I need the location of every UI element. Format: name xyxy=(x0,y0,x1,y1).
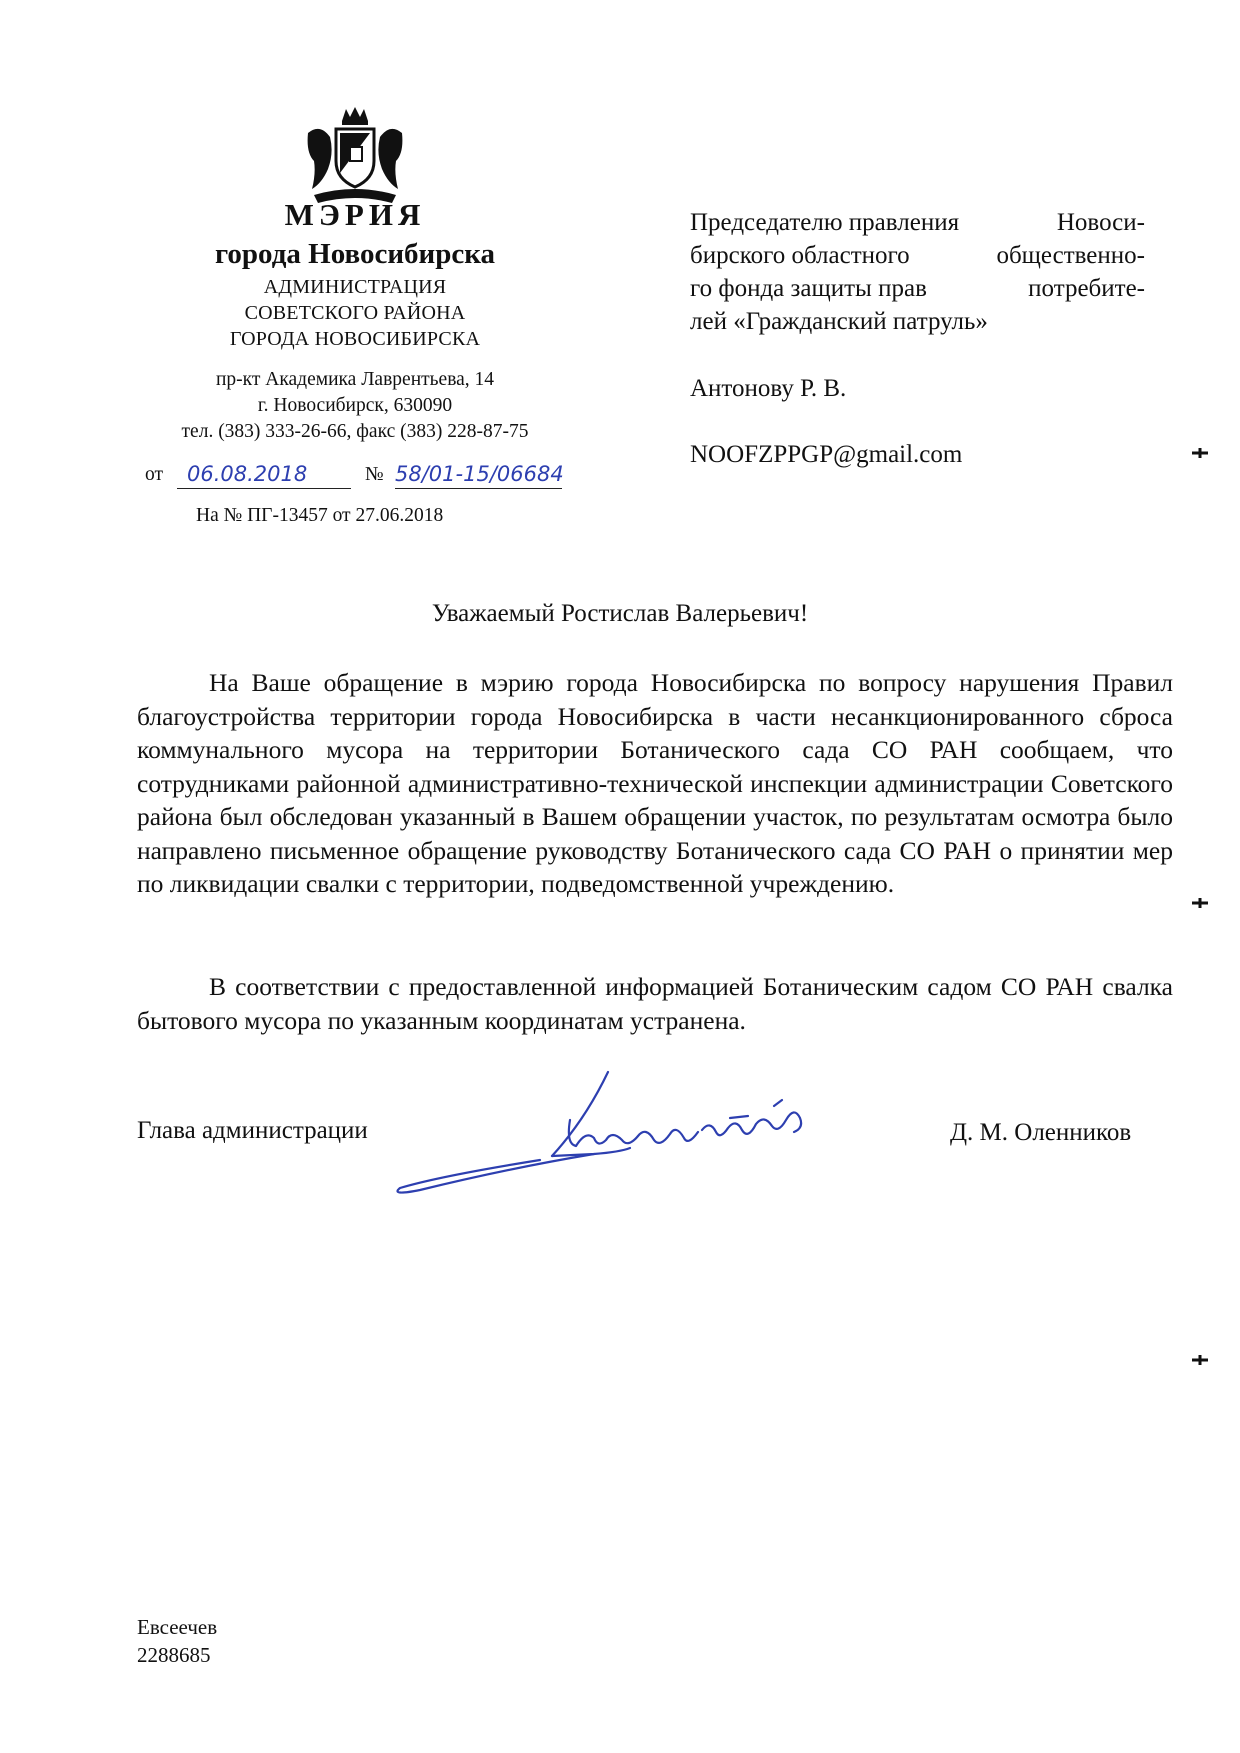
body-paragraph: В соответствии с предоставленной информацией Ботаническим садом СО РАН свалка бытового мусора по указанным координатам устранена. xyxy=(137,972,1173,1035)
addressee-text: потребите- xyxy=(1028,275,1145,302)
scan-mark-icon xyxy=(1192,1355,1208,1365)
signatory-name: Д. М. Оленников xyxy=(950,1119,1132,1146)
letterhead-city: города Новосибирска xyxy=(214,238,496,270)
addressee-text: Председателю правления xyxy=(690,209,960,236)
addressee-name: Антонову Р. В. xyxy=(690,375,847,402)
addressee-block xyxy=(690,206,1145,338)
letterhead-admin-line: АДМИНИСТРАЦИЯ xyxy=(263,276,447,298)
outgoing-date: 06.08.2018 xyxy=(187,462,308,486)
letterhead-admin-line: СОВЕТСКОГО РАЙОНА xyxy=(244,302,466,324)
letterhead-title: МЭРИЯ xyxy=(284,197,426,232)
letterhead-address-street: пр-кт Академика Лаврентьева, 14 xyxy=(215,369,495,390)
outgoing-number: 58/01-15/06684 xyxy=(395,462,564,486)
addressee-text: Новоси- xyxy=(1056,209,1145,236)
addressee-line xyxy=(690,305,1145,338)
addressee-text: бирского областного xyxy=(690,242,910,269)
number-label: № xyxy=(365,464,384,485)
letterhead-phone: тел. (383) 333-26-66, факс (383) 228-87-75 xyxy=(181,421,529,442)
addressee-email: NOOFZPPGP@gmail.com xyxy=(690,441,963,468)
salutation: Уважаемый Ростислав Валерьевич! xyxy=(431,600,809,627)
addressee-text: го фонда защиты прав xyxy=(690,275,927,302)
handwritten-signature xyxy=(380,1060,880,1210)
signatory-title: Глава администрации xyxy=(137,1117,368,1144)
executor-phone: 2288685 xyxy=(137,1643,211,1667)
addressee-line xyxy=(690,206,1145,239)
number-underline xyxy=(395,488,562,489)
outgoing-reference xyxy=(145,458,585,492)
incoming-reference: На № ПГ-13457 от 27.06.2018 xyxy=(196,505,444,526)
body-paragraph: На Ваше обращение в мэрию города Новосибирска по вопросу нарушения Правил благоустройства территории города Новосибирска в части несанкционированного сброса коммунального мусора на территории Ботанического сада СО РАН сообщаем, что сотрудниками районной административно-технической инспекции администрации Советского района был обследован указанный в Вашем обращении участок, по результатам осмотра было направлено письменное обращение руководству Ботанического сада СО РАН о принятии мер по ликвидации свалки с территории, подведомственной учреждению. xyxy=(137,668,1173,898)
letterhead-admin-line: ГОРОДА НОВОСИБИРСКА xyxy=(229,328,481,350)
scan-mark-icon xyxy=(1192,898,1208,908)
addressee-text: общественно- xyxy=(996,242,1145,269)
scan-mark-icon xyxy=(1192,448,1208,458)
date-underline xyxy=(177,488,351,489)
addressee-text: лей «Гражданский патруль» xyxy=(690,308,988,335)
addressee-line xyxy=(690,272,1145,305)
letterhead-address-city: г. Новосибирск, 630090 xyxy=(257,395,453,416)
executor-name: Евсеечев xyxy=(137,1615,218,1639)
from-label: от xyxy=(145,464,164,485)
addressee-line xyxy=(690,239,1145,272)
